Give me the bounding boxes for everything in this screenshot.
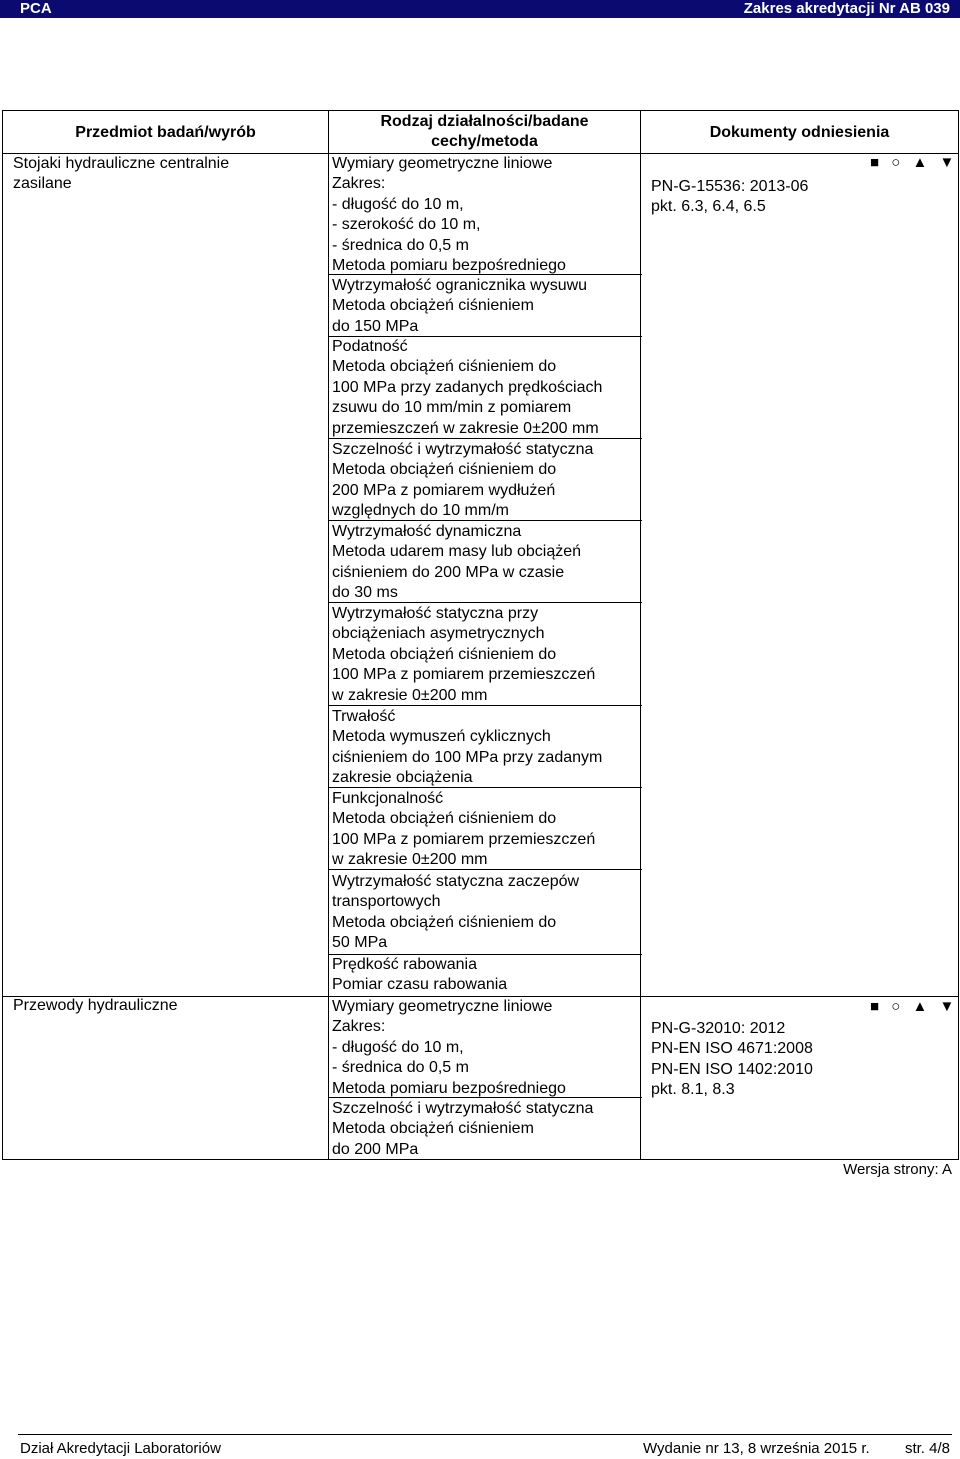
header-org: PCA: [20, 0, 52, 17]
top-header-bar: [0, 0, 960, 18]
activity-cell: Podatność Metoda obciążeń ciśnieniem do 100 MPa przy zadanych prędkościach zsuwu do 10 mm/min z pomiarem przemieszczeń w zakresie 0±200 mm: [332, 338, 603, 437]
activity-cell: Wymiary geometryczne liniowe Zakres: - długość do 10 m, - szerokość do 10 m, - średnica do 0,5 m Metoda pomiaru bezpośredniego: [332, 155, 566, 275]
method-markers: ■ ○ ▲ ▼: [870, 998, 959, 1015]
activity-cell: Wytrzymałość statyczna zaczepów transportowych Metoda obciążeń ciśnieniem do 50 MPa: [332, 873, 580, 952]
column-divider: [328, 111, 329, 1159]
documents-cell: PN-G-32010: 2012 PN-EN ISO 4671:2008 PN-EN ISO 1402:2010 pkt. 8.1, 8.3: [651, 1020, 813, 1099]
header-scope-title: Zakres akredytacji Nr AB 039: [743, 0, 950, 17]
activity-cell: Wytrzymałość dynamiczna Metoda udarem masy lub obciążeń ciśnieniem do 200 MPa w czasie do 30 ms: [332, 523, 582, 602]
footer-department: Dział Akredytacji Laboratoriów: [20, 1440, 221, 1457]
header-documents: Dokumenty odniesienia: [709, 124, 890, 141]
header-subject: Przedmiot badań/wyrób: [75, 124, 256, 141]
documents-cell: PN-G-15536: 2013-06 pkt. 6.3, 6.4, 6.5: [651, 178, 809, 216]
method-markers: ■ ○ ▲ ▼: [870, 154, 959, 171]
activity-cell: Szczelność i wytrzymałość statyczna Metoda obciążeń ciśnieniem do 200 MPa z pomiarem wydłużeń względnych do 10 mm/m: [332, 441, 594, 520]
subject-cell: Przewody hydrauliczne: [13, 997, 178, 1014]
activity-cell: Wytrzymałość statyczna przy obciążeniach asymetrycznych Metoda obciążeń ciśnieniem do 100 MPa z pomiarem przemieszczeń w zakresie 0±200 mm: [332, 605, 596, 704]
accreditation-table: [2, 110, 959, 1160]
activity-cell: Funkcjonalność Metoda obciążeń ciśnieniem do 100 MPa z pomiarem przemieszczeń w zakresie 0±200 mm: [332, 790, 596, 869]
footer-page-number: str. 4/8: [904, 1440, 950, 1457]
activity-cell: Wytrzymałość ogranicznika wysuwu Metoda obciążeń ciśnieniem do 150 MPa: [332, 277, 588, 335]
footer-edition: Wydanie nr 13, 8 września 2015 r.: [643, 1440, 870, 1457]
header-activity: Rodzaj działalności/badane cechy/metoda: [380, 113, 589, 151]
activity-cell: Trwałość Metoda wymuszeń cyklicznych ciśnieniem do 100 MPa przy zadanym zakresie obciążenia: [332, 708, 603, 787]
page-version: Wersja strony: A: [843, 1161, 952, 1178]
subject-cell: Stojaki hydrauliczne centralnie zasilane: [13, 155, 230, 193]
column-divider: [640, 111, 641, 1159]
activity-cell: Wymiary geometryczne liniowe Zakres: - długość do 10 m, - średnica do 0,5 m Metoda pomiaru bezpośredniego: [332, 998, 566, 1097]
footer-divider: [18, 1434, 952, 1435]
activity-cell: Szczelność i wytrzymałość statyczna Metoda obciążeń ciśnieniem do 200 MPa: [332, 1100, 594, 1158]
activity-cell: Prędkość rabowania Pomiar czasu rabowania: [332, 956, 508, 994]
